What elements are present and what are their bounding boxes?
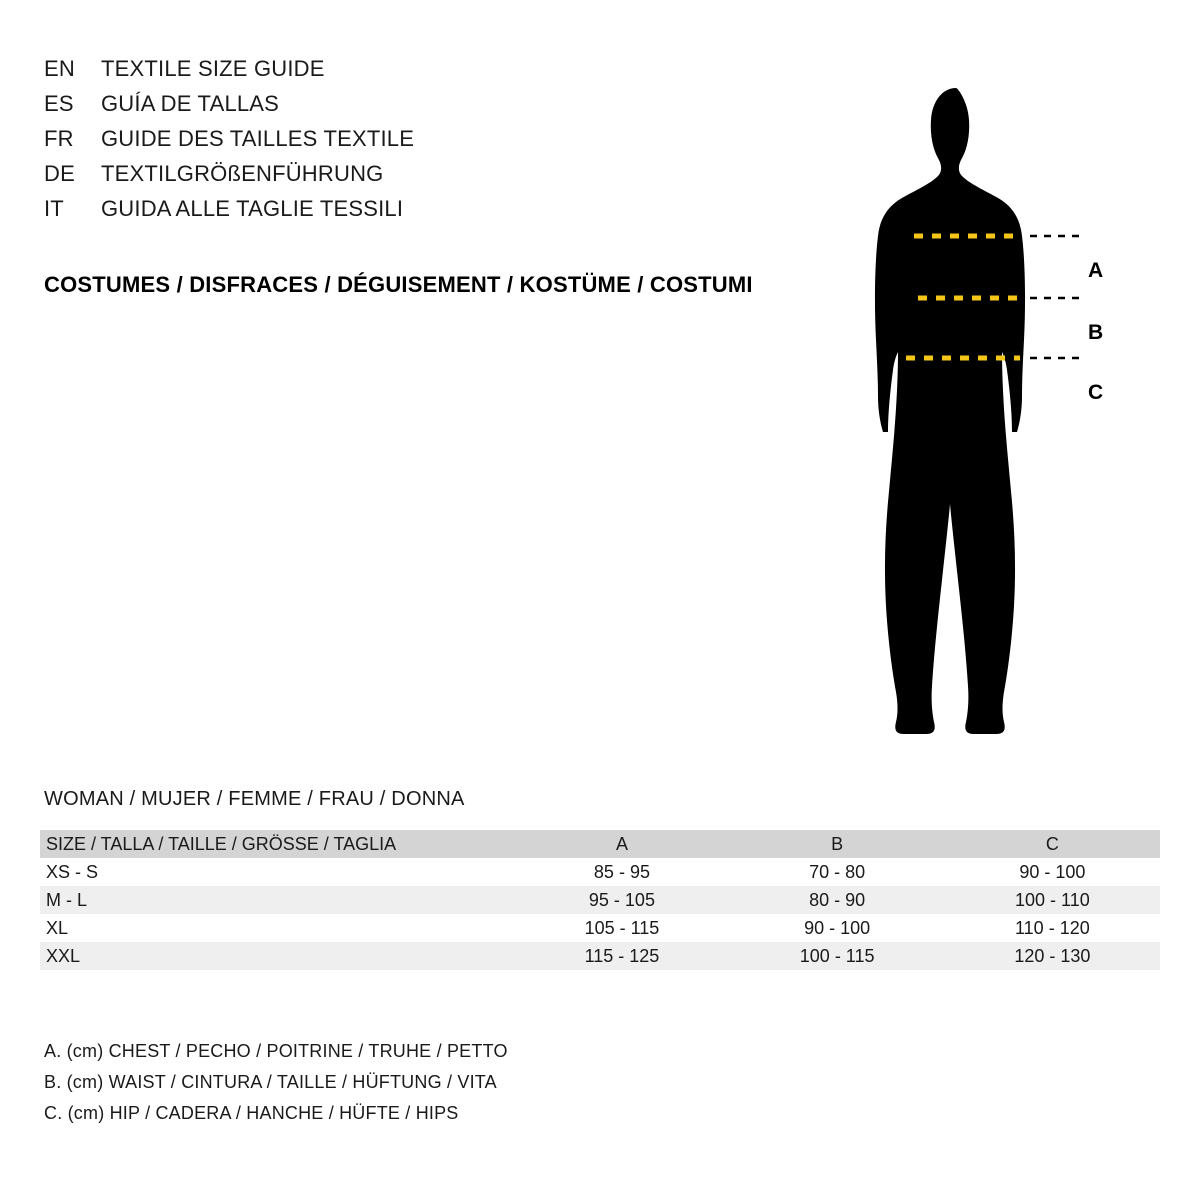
- language-row-de: [44, 161, 804, 196]
- measure-label-a: A: [1088, 259, 1104, 282]
- cell-a: 95 - 105: [588, 890, 655, 910]
- measure-label-b: B: [1088, 321, 1104, 344]
- language-text-es: GUÍA DE TALLAS: [101, 91, 280, 116]
- language-code-de: DE: [44, 161, 75, 186]
- language-row-it: [44, 196, 804, 231]
- note-chest: A. (cm) CHEST / PECHO / POITRINE / TRUHE / PETTO: [44, 1041, 508, 1061]
- table-row: [40, 942, 1160, 970]
- cell-b: 80 - 90: [809, 890, 866, 910]
- cell-c: 120 - 130: [1014, 946, 1091, 966]
- language-code-it: IT: [44, 196, 64, 221]
- language-row-fr: [44, 126, 804, 161]
- cell-b: 100 - 115: [799, 946, 875, 966]
- female-silhouette-icon: [840, 40, 1170, 740]
- cell-b: 90 - 100: [804, 918, 871, 938]
- table-row: [40, 914, 1160, 942]
- table-title: WOMAN / MUJER / FEMME / FRAU / DONNA: [44, 788, 465, 810]
- measurement-notes: [44, 1036, 508, 1129]
- measure-label-c: C: [1088, 381, 1104, 404]
- language-code-es: ES: [44, 91, 74, 116]
- figure-diagram: [840, 40, 1170, 740]
- cell-a: 105 - 115: [584, 918, 660, 938]
- column-header-c: C: [1045, 834, 1059, 854]
- language-list: [44, 56, 804, 231]
- table-header-row: [40, 830, 1160, 858]
- costumes-subtitle: COSTUMES / DISFRACES / DÉGUISEMENT / KOSTÜME / COSTUMI: [44, 272, 753, 297]
- cell-c: 90 - 100: [1019, 862, 1086, 882]
- column-header-b: B: [831, 834, 844, 854]
- size-table: [40, 830, 1160, 970]
- column-header-a: A: [615, 834, 628, 854]
- language-text-de: TEXTILGRÖßENFÜHRUNG: [101, 161, 384, 186]
- language-row-en: [44, 56, 804, 91]
- table-header: [40, 830, 1160, 858]
- cell-a: 85 - 95: [593, 862, 650, 882]
- language-text-it: GUIDA ALLE TAGLIE TESSILI: [101, 196, 404, 221]
- language-code-fr: FR: [44, 126, 74, 151]
- table-row: [40, 858, 1160, 886]
- cell-size: M - L: [46, 890, 88, 910]
- note-waist: B. (cm) WAIST / CINTURA / TAILLE / HÜFTUNG / VITA: [44, 1072, 497, 1092]
- column-header-size: SIZE / TALLA / TAILLE / GRÖSSE / TAGLIA: [46, 834, 397, 854]
- language-code-en: EN: [44, 56, 75, 81]
- cell-c: 100 - 110: [1015, 890, 1090, 910]
- note-hip: C. (cm) HIP / CADERA / HANCHE / HÜFTE / HIPS: [44, 1103, 459, 1123]
- language-text-fr: GUIDE DES TAILLES TEXTILE: [101, 126, 415, 151]
- cell-a: 115 - 125: [584, 946, 660, 966]
- table-row: [40, 886, 1160, 914]
- language-row-es: [44, 91, 804, 126]
- table-body: [40, 858, 1160, 970]
- cell-size: XXL: [46, 946, 81, 966]
- cell-c: 110 - 120: [1015, 918, 1090, 938]
- cell-size: XS - S: [46, 862, 99, 882]
- cell-size: XL: [46, 918, 69, 938]
- cell-b: 70 - 80: [809, 862, 866, 882]
- language-text-en: TEXTILE SIZE GUIDE: [101, 56, 325, 81]
